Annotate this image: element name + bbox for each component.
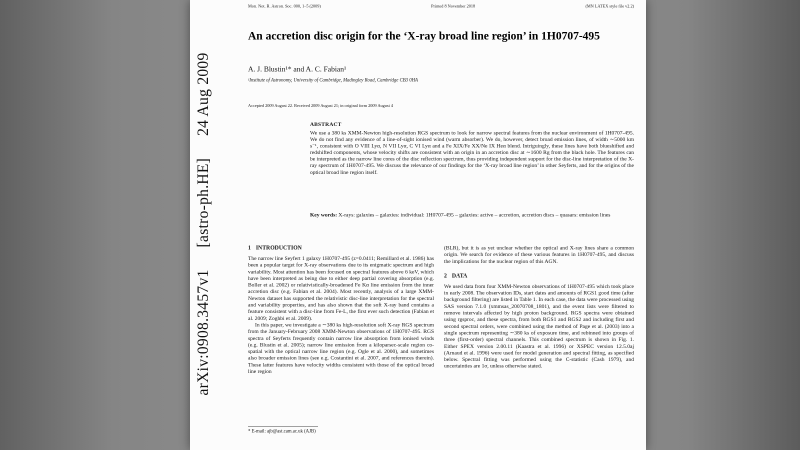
paper-page (190, 0, 646, 450)
footnote-rule (248, 426, 318, 427)
data-paragraph: We used data from four XMM-Newton observations of 1H0707-495 which took place in early 2008. The observation IDs, start dates and amounts of RGS1 good time (after background filtering) are listed in Table 1. In each case, the data were processed using SAS version 7.1.0 (xmmsas_20070708_1801), and the event lists were filtered to remove intervals affected by high proton background. RGS spectra were obtained using rgsproc, and these spectra, from both RGS1 and RGS2 and including first and second spectral orders, were combined using the method of Page et al. (2003) into a single spectrum representing ∼380 ks of exposure time, and rebinned into groups of three (first-order) spectral channels. This combined spectrum is shown in Fig. 1. Either SPEX version 2.00.11 (Kaastra et al. 1996) or XSPEC version 12.5.0aj (Arnaud et al. 1996) were used for model generation and spectral fitting, as specified below. Spectral fitting was performed using the C-statistic (Cash 1979), and uncertainties are 1σ, unless otherwise stated. (444, 283, 634, 370)
right-column (444, 245, 634, 370)
footnote (248, 426, 434, 434)
arxiv-identifier-stamp (195, 52, 213, 395)
section-1-heading: 1 INTRODUCTION (248, 245, 302, 251)
paper-title: An accretion disc origin for the ‘X-ray broad line region’ in 1H0707-495 (248, 29, 600, 42)
keywords-block (310, 212, 634, 219)
journal-header-left: Mon. Not. R. Astron. Soc. 000, 1–5 (2009) (248, 3, 321, 9)
abstract-text: We use a 380 ks XMM-Newton high-resolution RGS spectrum to look for narrow spectral features from the nuclear environment of 1H0707-495. We do not find any evidence of a line-of-sight ionised wind (warm absorber). We do, however, detect broad emission lines, of width ∼5000 km s⁻¹, consistent with O VIII Lyα, N VII Lyα, C VI Lyα and a Fe XIX/Fe XX/Ne IX Heα blend. Intriguingly, these lines have both blueshifted and redshifted components, whose velocity shifts are consistent with an origin in an accretion disc at ∼1600 Rg from the black hole. The features can be interpreted as the narrow line cores of the disc reflection spectrum, thus providing independent support for the disc-line interpretation of the X-ray spectrum of 1H0707-495. We discuss the relevance of our findings for the ‘X-ray broad line region’ in other Seyferts, and for the origins of the optical broad line region itself. (310, 130, 634, 176)
keywords-text: X-rays: galaxies – galaxies: individual: 1H0707-495 – galaxies: active – accretion, accretion discs – quasars: emission lines (337, 212, 611, 218)
paper-authors: A. J. Blustin¹* and A. C. Fabian¹ (248, 65, 347, 74)
left-column (248, 245, 434, 375)
arxiv-id: arXiv:0908.3457v1 (195, 269, 212, 396)
abstract-heading: ABSTRACT (310, 121, 342, 128)
intro-paragraph-1: The narrow line Seyfert 1 galaxy 1H0707-495 (z=0.0411; Remillard et al. 1986) has been a popular target for X-ray observations due to its enigmatic spectrum and high variability. Most attention has been focused on spectral features above 6 keV, which have been interpreted as being due to either deep partial covering absorption (e.g. Boller et al. 2002) or relativistically-broadened Fe Kα line emission from the inner accretion disc (e.g. Fabian et al. 2004). Most recently, analysis of a large XMM-Newton dataset has supported the relativistic disc-line interpretation for the spectral and variability properties, and has also shown that the soft X-ray band contains a feature consistent with a disc-line from Fe-L, the first ever such detection (Fabian et al. 2009; Zoghbi et al. 2009). (248, 255, 434, 322)
intro-paragraph-2: In this paper, we investigate a ∼380 ks high-resolution soft X-ray RGS spectrum from the January-February 2008 XMM-Newton observations of 1H0707-495. RGS spectra of Seyferts frequently contain narrow line absorption from ionised winds (e.g. Blustin et al. 2005); narrow line emission from a kiloparsec-scale region co-spatial with the optical narrow line region (e.g. Ogle et al. 2000), and sometimes also broader emission lines (see e.g. Costantini et al. 2007, and references therein). These latter features have velocity widths consistent with those of the optical broad line region (248, 321, 434, 375)
footnote-email: * E-mail: ajb@ast.cam.ac.uk (AJB) (248, 429, 316, 434)
intro-continuation-paragraph: (BLR), but it is as yet unclear whether the optical and X-ray lines share a common origin. We search for evidence of these various features in 1H0707-495, and discuss the implications for the nuclear region of this AGN. (444, 245, 634, 265)
acceptance-dates: Accepted 2009 August 22. Received 2009 August 21; in original form 2009 August 4 (248, 103, 393, 108)
section-2-heading: 2 DATA (444, 272, 468, 279)
arxiv-category: [astro-ph.HE] (195, 157, 212, 248)
page-content (190, 0, 646, 450)
journal-header (248, 4, 634, 9)
arxiv-date: 24 Aug 2009 (195, 52, 212, 136)
journal-header-style-note: (MN LATEX style file v2.2) (585, 3, 634, 9)
journal-header-printed-date: Printed 8 November 2018 (431, 3, 476, 9)
paper-affiliation: ¹Institute of Astronomy, University of Cambridge, Madingley Road, Cambridge CB3 0HA (248, 78, 418, 83)
keywords-label: Key words: (310, 212, 338, 218)
